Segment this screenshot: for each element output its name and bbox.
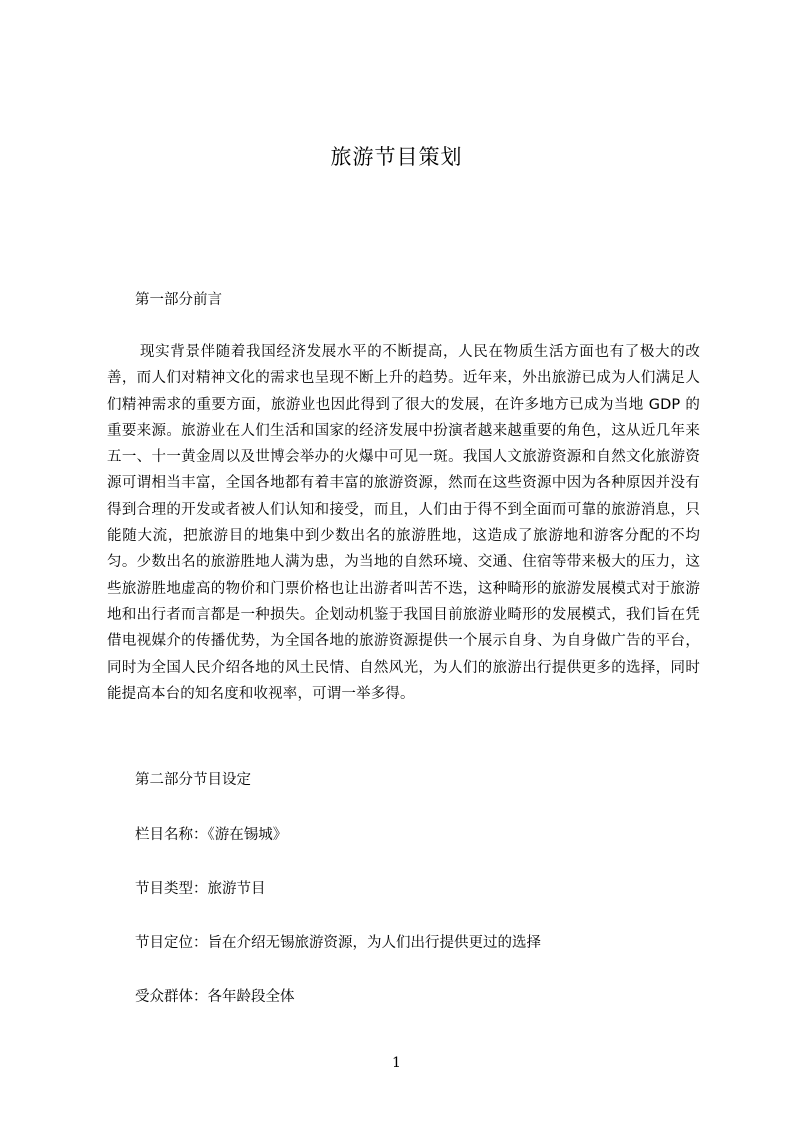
preface-paragraph: 现实背景伴随着我国经济发展水平的不断提高，人民在物质生活方面也有了极大的改善，而人们对精神文化的需求也呈现不断上升的趋势。近年来，外出旅游已成为人们满足人们精神需求的重要方面，旅游业也因此得到了很大的发展，在许多地方已成为当地 GDP 的重要来源。旅游业在人们生活和国家的经济发展中扮演者越来越重要的角色，这从近几年来五一、十一黄金周以及世博会举办的火爆中可见一斑。我国人文旅游资源和自然文化旅游资源可谓相当丰富，全国各地都有着丰富的旅游资源，然而在这些资源中因为各种原因并没有得到合理的开发或者被人们认知和接受，而且，人们由于得不到全面而可靠的旅游消息，只能随大流，把旅游目的地集中到少数出名的旅游胜地，这造成了旅游地和游客分配的不均匀。少数出名的旅游胜地人满为患，为当地的自然环境、交通、住宿等带来极大的压力，这些旅游胜地虚高的物价和门票价格也让出游者叫苦不迭，这种畸形的旅游发展模式对于旅游地和出行者而言都是一种损失。企划动机鉴于我国目前旅游业畸形的发展模式，我们旨在凭借电视媒介的传播优势，为全国各地的旅游资源提供一个展示自身、为自身做广告的平台，同时为全国人民介绍各地的风土民情、自然风光，为人们的旅游出行提供更多的选择，同时能提高本台的知名度和收视率，可谓一举多得。	[107, 344, 700, 702]
section-heading-preface: 第一部分前言	[135, 292, 222, 308]
field-program-positioning: 节目定位：旨在介绍无锡旅游资源，为人们出行提供更过的选择	[135, 935, 541, 951]
field-target-audience: 受众群体：各年龄段全体	[135, 989, 295, 1005]
section-heading-program-settings: 第二部分节目设定	[135, 772, 251, 788]
page-number: 1	[392, 1055, 401, 1071]
field-program-name: 栏目名称：《游在锡城》	[135, 827, 288, 843]
document-title: 旅游节目策划	[330, 145, 463, 169]
field-program-type: 节目类型：旅游节目	[135, 881, 266, 897]
